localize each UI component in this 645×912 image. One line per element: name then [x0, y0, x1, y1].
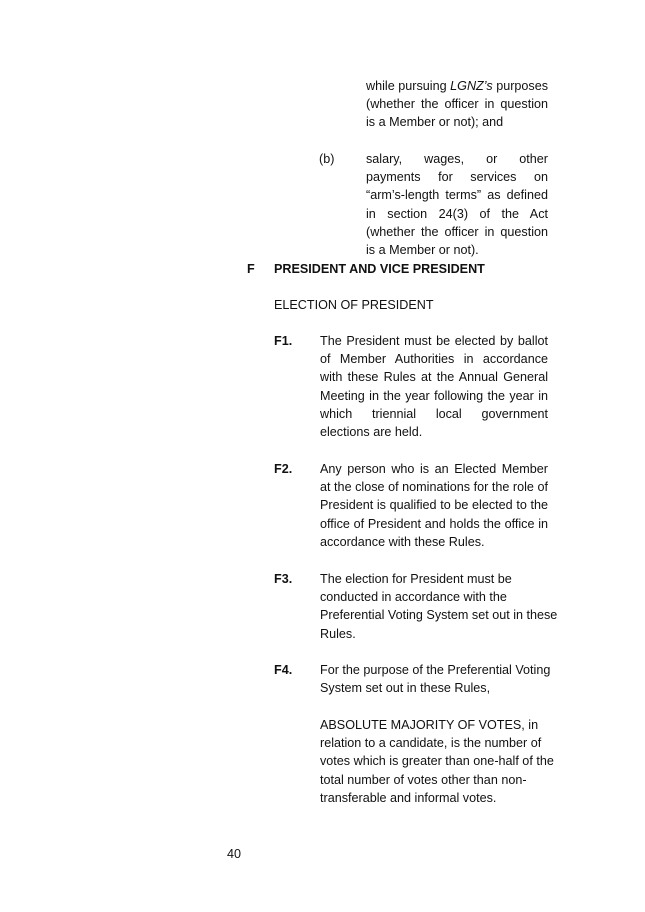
definition-line: ABSOLUTE MAJORITY OF VOTES, in	[320, 718, 539, 732]
item-b-text: salary, wages, or other payments for services on “arm’s-length terms” as defined in section 24(3) of the Act (whether the officer in question is a Member or not).	[366, 152, 548, 258]
definition-absolute-majority	[320, 716, 560, 807]
clause-f3-line: The election for President must be	[320, 572, 512, 586]
item-a-text-end: purposes (whether the officer in question is a Member or not); and	[366, 79, 548, 130]
definition-line: votes which is greater than one-half of the	[320, 754, 554, 769]
item-a-continuation	[366, 77, 548, 132]
clause-f3-line: Preferential Voting System set out in these	[320, 608, 558, 623]
clause-f3-line: Rules.	[320, 626, 356, 641]
section-subheading: ELECTION OF PRESIDENT	[274, 298, 434, 312]
section-letter: F	[247, 262, 255, 276]
clause-f1-text: The President must be elected by ballot of Member Authorities in accordance with these Rules at the Annual General Meeting in the year following the year in which triennial local government elections are held.	[320, 334, 548, 440]
clause-f4-line: System set out in these Rules,	[320, 681, 491, 696]
clause-f3-line: conducted in accordance with the	[320, 590, 507, 605]
clause-f3-text	[320, 570, 560, 643]
definition-line: transferable and informal votes.	[320, 790, 497, 805]
item-a-text-start: while pursuing	[366, 79, 451, 93]
clause-f3-number: F3.	[274, 572, 293, 586]
page-number: 40	[227, 847, 242, 861]
clause-f4-line: For the purpose of the Preferential Voting	[320, 663, 551, 677]
item-b-label: (b)	[319, 152, 335, 166]
section-heading: PRESIDENT AND VICE PRESIDENT	[274, 262, 485, 276]
clause-f2-number: F2.	[274, 462, 293, 476]
definition-line: relation to a candidate, is the number of	[320, 736, 542, 751]
clause-f4-text	[320, 661, 560, 697]
definition-line: total number of votes other than non-	[320, 772, 527, 787]
clause-f2-text: Any person who is an Elected Member at the close of nominations for the role of President is qualified to be elected to the office of President and holds the office in accordance with these Rules.	[320, 462, 548, 549]
clause-f1-number: F1.	[274, 334, 293, 348]
item-a-text-italic: LGNZ’s	[450, 79, 493, 93]
clause-f4-number: F4.	[274, 663, 293, 677]
